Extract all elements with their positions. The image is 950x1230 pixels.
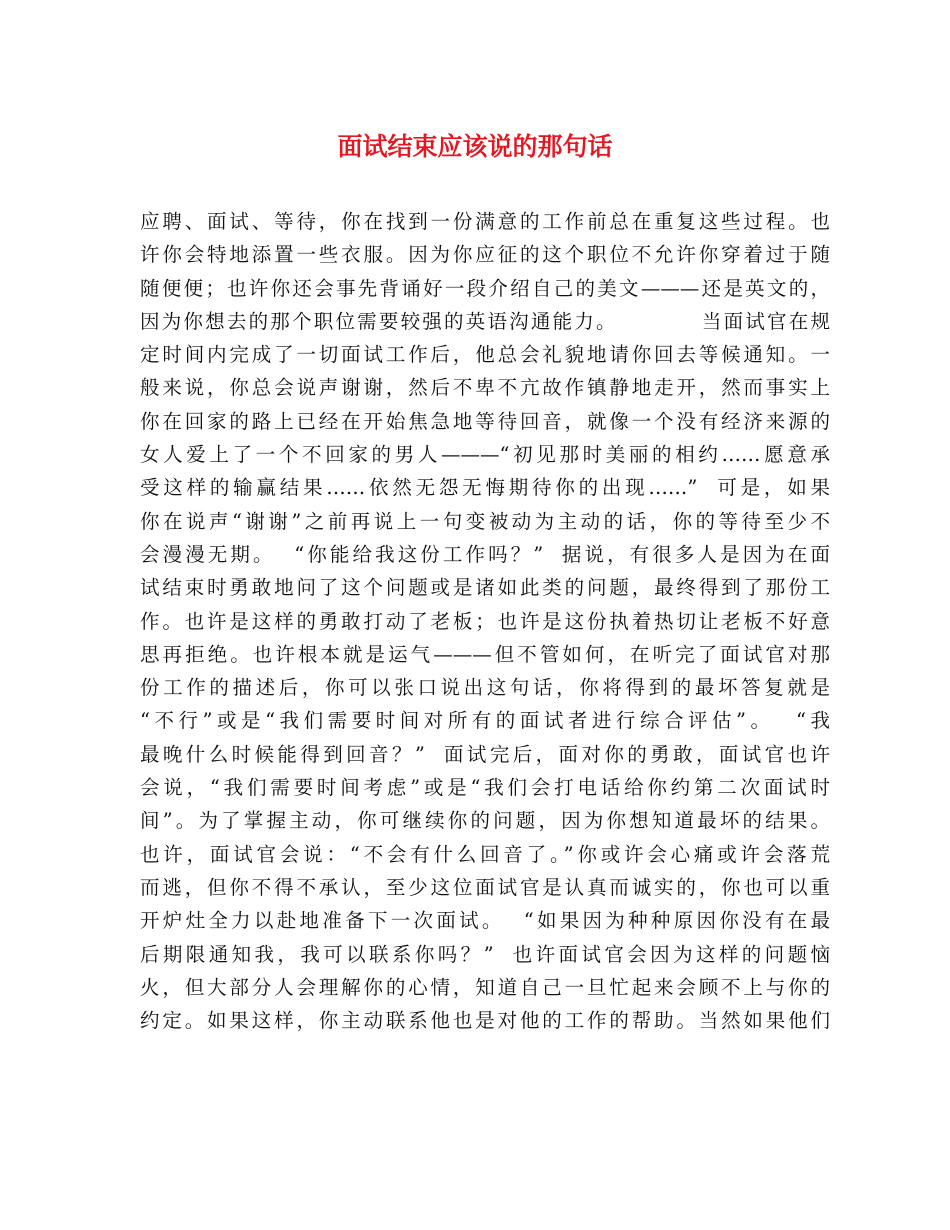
text-line: 定时间内完成了一切面试工作后，他总会礼貌地请你回去等候通知。一: [140, 343, 830, 367]
text-line: 会说，“我们需要时间考虑”或是“我们会打电话给你约第二次面试时: [140, 776, 830, 800]
text-line: 也许，面试官会说：“不会有什么回音了。”你或许会心痛或许会落荒: [140, 842, 830, 866]
text-line: 开炉灶全力以赴地准备下一次面试。 “如果因为种种原因你没有在最: [140, 909, 830, 933]
text-line: “不行”或是“我们需要时间对所有的面试者进行综合评估”。 “我: [140, 709, 830, 733]
text-line: 后期限通知我，我可以联系你吗？” 也许面试官会因为这样的问题恼: [140, 942, 830, 966]
text-line: 火，但大部分人会理解你的心情，知道自己一旦忙起来会顾不上与你的: [140, 975, 830, 999]
text-line: 应聘、面试、等待，你在找到一份满意的工作前总在重复这些过程。也: [140, 210, 830, 233]
text-line: 而逃，但你不得不承认，至少这位面试官是认真而诚实的，你也可以重: [140, 875, 830, 899]
text-line: 随便便；也许你还会事先背诵好一段介绍自己的美文———还是英文的，: [140, 276, 830, 300]
text-line: 间”。为了掌握主动，你可继续你的问题，因为你想知道最坏的结果。: [140, 809, 830, 833]
document-title: 面试结束应该说的那句话: [337, 132, 613, 161]
text-line: 试结束时勇敢地问了这个问题或是诸如此类的问题，最终得到了那份工: [140, 576, 830, 600]
text-line: 般来说，你总会说声谢谢，然后不卑不亢故作镇静地走开，然而事实上: [140, 376, 830, 400]
text-line: 会漫漫无期。 “你能给我这份工作吗？” 据说，有很多人是因为在面: [140, 542, 830, 566]
text-line: 约定。如果这样，你主动联系他也是对他的工作的帮助。当然如果他们: [140, 1009, 830, 1033]
text-line: 受这样的输赢结果……依然无怨无悔期待你的出现……” 可是，如果: [140, 476, 830, 500]
text-line: 因为你想去的那个职位需要较强的英语沟通能力。 当面试官在规: [140, 309, 830, 333]
text-line: 最晚什么时候能得到回音？” 面试完后，面对你的勇敢，面试官也许: [140, 742, 830, 766]
text-line: 作。也许是这样的勇敢打动了老板；也许是这份执着热切让老板不好意: [140, 609, 830, 633]
text-line: 许你会特地添置一些衣服。因为你应征的这个职位不允许你穿着过于随: [140, 243, 830, 267]
text-line: 思再拒绝。也许根本就是运气———但不管如何，在听完了面试官对那: [140, 642, 830, 666]
text-line: 份工作的描述后，你可以张口说出这句话，你将得到的最坏答复就是: [140, 676, 830, 700]
text-line: 你在回家的路上已经在开始焦急地等待回音，就像一个没有经济来源的: [140, 409, 830, 433]
text-line: 女人爱上了一个不回家的男人———“初见那时美丽的相约……愿意承: [140, 443, 830, 467]
body-paragraph: [140, 205, 830, 1037]
text-line: 你在说声“谢谢”之前再说上一句变被动为主动的话，你的等待至少不: [140, 509, 830, 533]
